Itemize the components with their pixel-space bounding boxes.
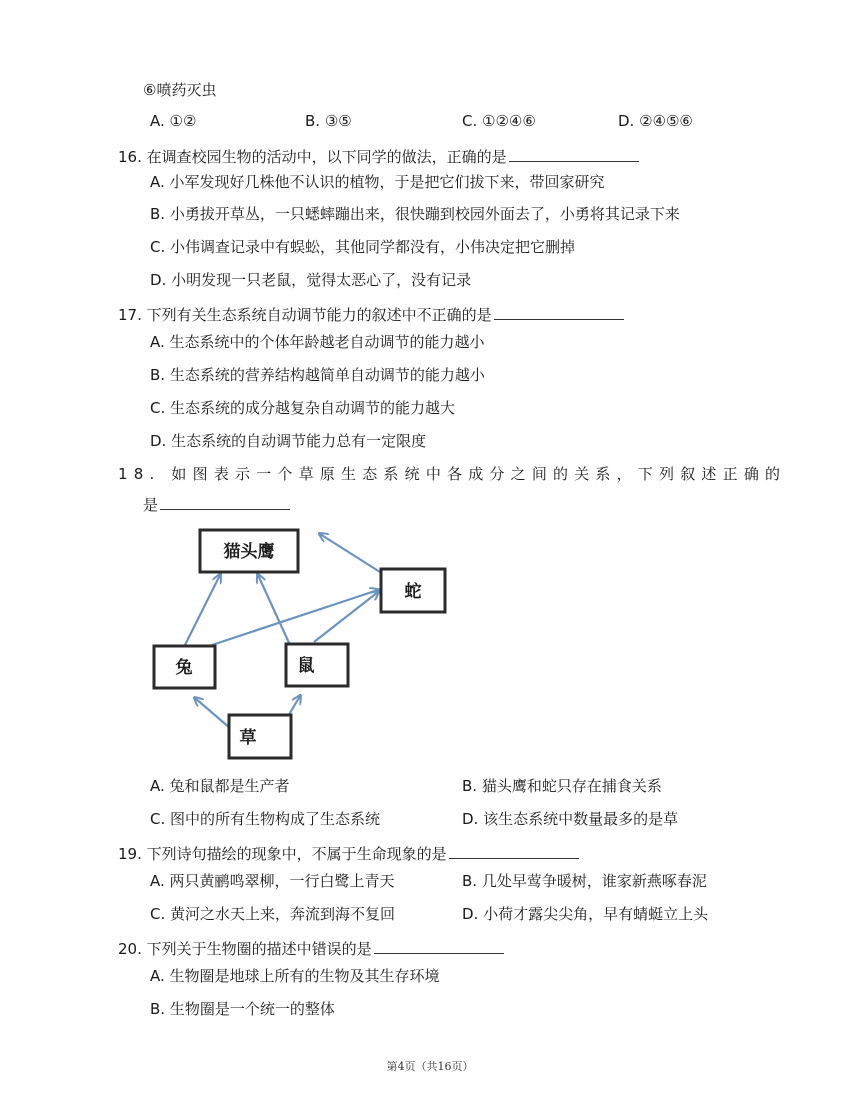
node-mouse: [286, 644, 348, 686]
node-owl: [200, 530, 298, 572]
q19-option-d: D. 小荷才露尖尖角，早有蜻蜓立上头: [462, 905, 709, 923]
q15-option-c: C. ①②④⑥: [462, 112, 536, 130]
node-snake: [381, 569, 445, 612]
food-web-diagram: [140, 520, 460, 765]
svg-text:猫头鹰: 猫头鹰: [223, 542, 275, 562]
q15-option-b: B. ③⑤: [305, 112, 352, 130]
answer-blank[interactable]: [160, 494, 290, 510]
q17-option-d: D. 生态系统的自动调节能力总有一定限度: [150, 432, 427, 450]
q19-option-a: A. 两只黄鹂鸣翠柳，一行白鹭上青天: [150, 872, 395, 890]
svg-text:草: 草: [239, 728, 257, 748]
q20-option-b: B. 生物圈是一个统一的整体: [150, 1000, 335, 1018]
q20-option-a: A. 生物圈是地球上所有的生物及其生存环境: [150, 967, 440, 985]
arrow-mouse-to-owl: [258, 575, 290, 645]
answer-blank[interactable]: [509, 146, 639, 162]
q18-option-d: D. 该生态系统中数量最多的是草: [462, 810, 679, 828]
q18-stem-line2: 是: [143, 494, 290, 515]
answer-blank[interactable]: [494, 304, 624, 320]
q17-stem: 17. 下列有关生态系统自动调节能力的叙述中不正确的是: [118, 304, 624, 325]
q18-option-c: C. 图中的所有生物构成了生态系统: [150, 810, 381, 828]
q18-option-a: A. 兔和鼠都是生产者: [150, 777, 290, 795]
answer-blank[interactable]: [374, 938, 504, 954]
svg-text:鼠: 鼠: [297, 656, 315, 676]
q15-option-a: A. ①②: [150, 112, 197, 130]
q17-option-b: B. 生态系统的营养结构越简单自动调节的能力越小: [150, 366, 485, 384]
page-footer: 第4页（共16页）: [386, 1060, 474, 1073]
q19-stem: 19. 下列诗句描绘的现象中，不属于生命现象的是: [118, 843, 579, 864]
q19-option-b: B. 几处早莺争暖树，谁家新燕啄春泥: [462, 872, 707, 890]
q16-stem: 16. 在调查校园生物的活动中，以下同学的做法，正确的是: [118, 146, 639, 167]
answer-blank[interactable]: [449, 843, 579, 859]
q17-option-a: A. 生态系统中的个体年龄越老自动调节的能力越小: [150, 333, 485, 351]
q19-option-c: C. 黄河之水天上来，奔流到海不复回: [150, 905, 396, 923]
node-rabbit: [154, 646, 215, 688]
q18-option-b: B. 猫头鹰和蛇只存在捕食关系: [462, 777, 662, 795]
svg-text:蛇: 蛇: [404, 582, 422, 602]
svg-text:兔: 兔: [175, 658, 193, 678]
arrow-rabbit-to-snake: [212, 590, 378, 645]
q15-item-6: ⑥喷药灭虫: [143, 81, 217, 99]
q16-option-a: A. 小军发现好几株他不认识的植物，于是把它们拔下来，带回家研究: [150, 173, 605, 191]
q15-option-d: D. ②④⑤⑥: [618, 112, 693, 130]
q20-stem: 20. 下列关于生物圈的描述中错误的是: [118, 938, 504, 959]
q16-option-d: D. 小明发现一只老鼠，觉得太恶心了，没有记录: [150, 271, 472, 289]
arrow-snake-to-owl: [320, 534, 380, 572]
q18-stem-line1: 18. 如图表示一个草原生态系统中各成分之间的关系，下列叙述正确的: [118, 465, 787, 483]
arrow-rabbit-to-owl: [185, 575, 220, 645]
q16-option-b: B. 小勇拔开草丛，一只蟋蟀蹦出来，很快蹦到校园外面去了，小勇将其记录下来: [150, 205, 680, 223]
q16-option-c: C. 小伟调查记录中有蜈蚣，其他同学都没有，小伟决定把它删掉: [150, 238, 576, 256]
node-grass: [229, 715, 291, 758]
q17-option-c: C. 生态系统的成分越复杂自动调节的能力越大: [150, 399, 456, 417]
